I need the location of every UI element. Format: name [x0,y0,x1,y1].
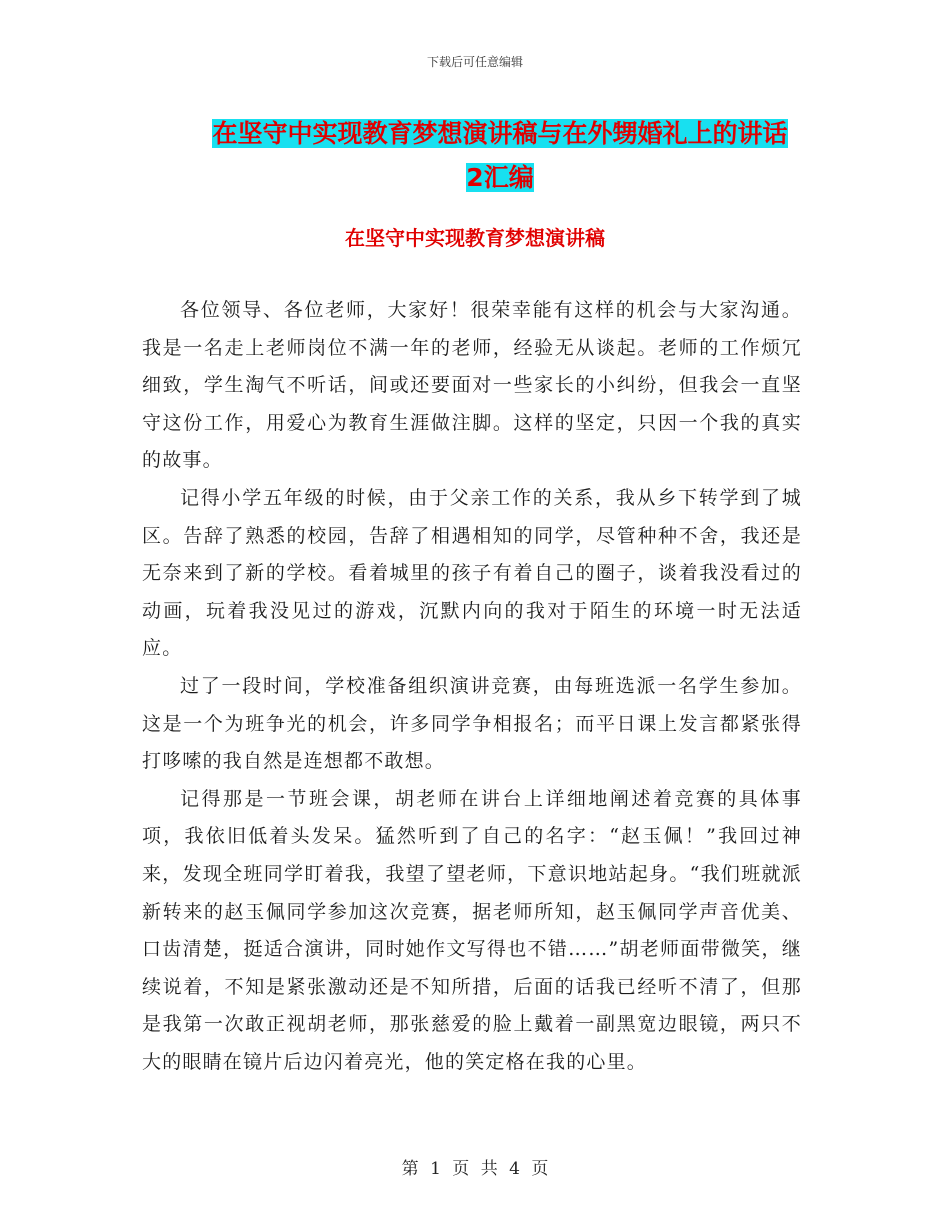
body-paragraph: 记得小学五年级的时候，由于父亲工作的关系，我从乡下转学到了城区。告辞了熟悉的校园，告辞了相遇相知的同学，尽管种种不舍，我还是无奈来到了新的学校。看着城里的孩子有着自己的圈子，谈着我没看过的动画，玩着我没见过的游戏，沉默内向的我对于陌生的环境一时无法适应。 [142,486,802,660]
page-header-note: 下载后可任意编辑 [426,55,523,69]
document-title-line-2: 2汇编 [466,163,534,192]
body-paragraph: 记得那是一节班会课，胡老师在讲台上详细地阐述着竞赛的具体事项，我依旧低着头发呆。猛然听到了自己的名字：“赵玉佩！”我回过神来，发现全班同学盯着我，我望了望老师，下意识地站起身。“我们班就派新转来的赵玉佩同学参加这次竞赛，据老师所知，赵玉佩同学声音优美、口齿清楚，挺适合演讲，同时她作文写得也不错……”胡老师面带微笑，继续说着，不知是紧张激动还是不知所措，后面的话我已经听不清了，但那是我第一次敢正视胡老师，那张慈爱的脸上戴着一副黑宽边眼镜，两只不大的眼睛在镜片后边闪着亮光，他的笑定格在我的心里。 [142,787,802,1073]
body-paragraph: 过了一段时间，学校准备组织演讲竞赛，由每班选派一名学生参加。这是一个为班争光的机会，许多同学争相报名；而平日课上发言都紧张得打哆嗦的我自然是连想都不敢想。 [142,674,802,773]
document-body [142,292,802,1081]
section-title: 在坚守中实现教育梦想演讲稿 [345,226,605,250]
page-number-footer: 第 1 页 共 4 页 [401,1159,549,1179]
document-title [140,112,860,200]
document-title-line-1: 在坚守中实现教育梦想演讲稿与在外甥婚礼上的讲话 [212,119,788,148]
body-paragraph: 各位领导、各位老师，大家好！很荣幸能有这样的机会与大家沟通。我是一名走上老师岗位不满一年的老师，经验无从谈起。老师的工作烦冗细致，学生淘气不听话，间或还要面对一些家长的小纠纷，但我会一直坚守这份工作，用爱心为教育生涯做注脚。这样的坚定，只因一个我的真实的故事。 [142,299,802,472]
